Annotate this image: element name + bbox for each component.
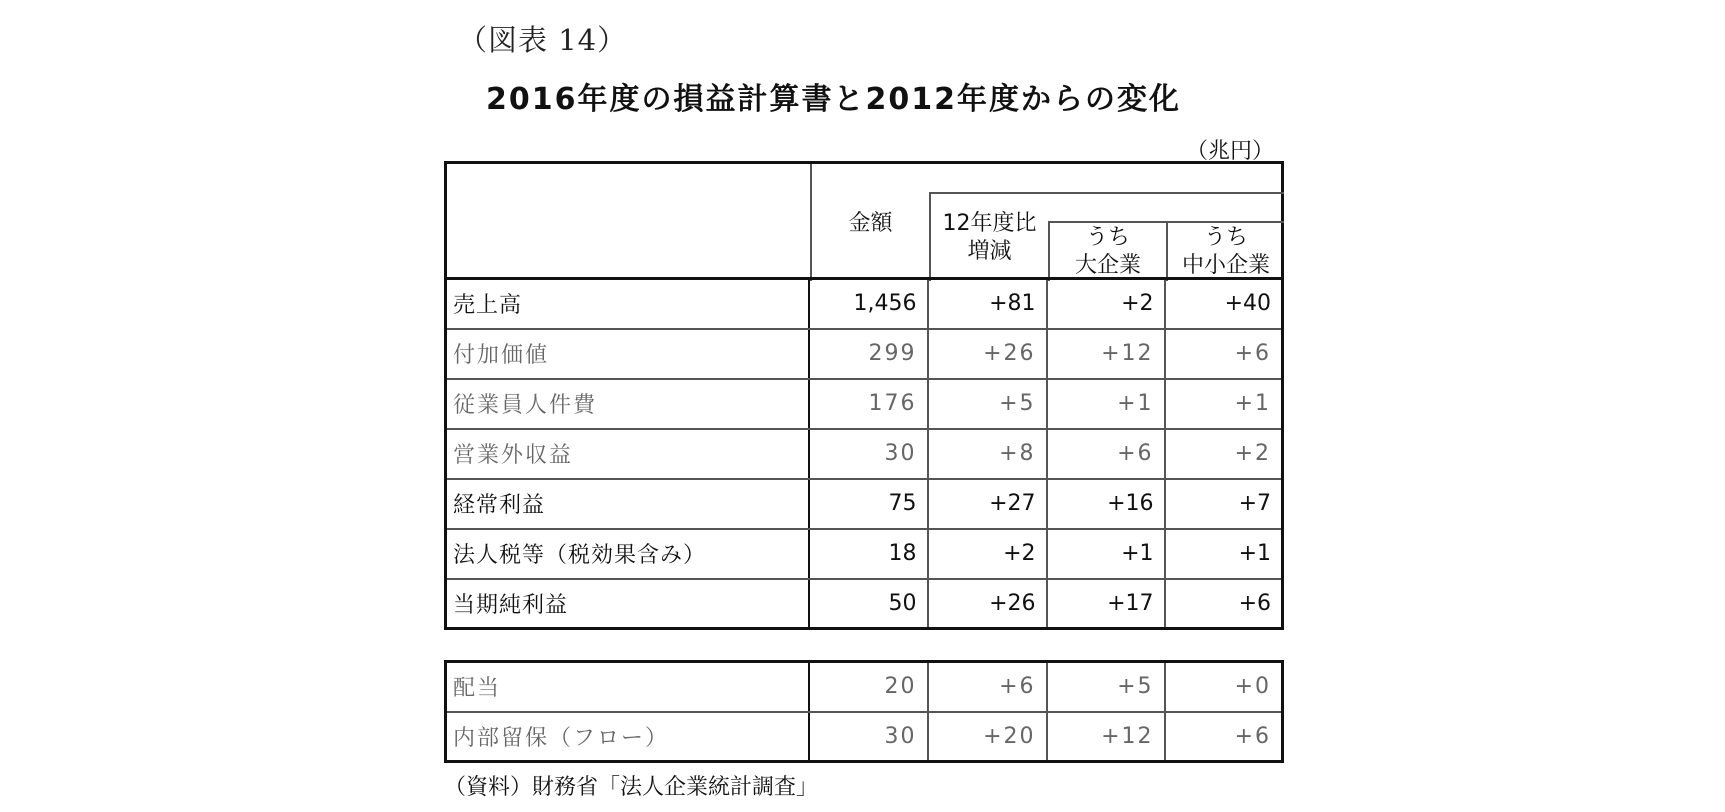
source-note: （資料）財務省「法人企業統計調査」 [444, 775, 819, 800]
header-change [931, 210, 1048, 266]
table-row [446, 529, 1283, 579]
unit-label: （兆円） [1186, 139, 1275, 164]
row-large: +1 [1047, 529, 1165, 579]
row-amount: 20 [809, 662, 928, 712]
row-large: +6 [1047, 429, 1165, 479]
table-row [446, 329, 1283, 379]
table-row [446, 429, 1283, 479]
row-change: +26 [928, 579, 1047, 629]
row-sme: +0 [1165, 662, 1283, 712]
table-row [446, 379, 1283, 429]
row-large: +12 [1047, 329, 1165, 379]
header-amount: 金額 [848, 211, 893, 236]
table-row [446, 279, 1283, 329]
row-change: +81 [928, 279, 1047, 329]
table-row [446, 579, 1283, 629]
row-change: +6 [928, 662, 1047, 712]
row-large: +17 [1047, 579, 1165, 629]
header-large [1050, 224, 1166, 280]
row-change: +26 [928, 329, 1047, 379]
row-sme: +40 [1165, 279, 1283, 329]
row-large: +2 [1047, 279, 1165, 329]
page-title: 2016年度の損益計算書と2012年度からの変化 [486, 82, 1181, 117]
row-change: +27 [928, 479, 1047, 529]
table-row [446, 662, 1283, 712]
header-change-line2: 増減 [967, 239, 1012, 264]
row-change: +2 [928, 529, 1047, 579]
dividend-table [444, 660, 1284, 763]
row-large: +12 [1047, 712, 1165, 762]
row-amount: 299 [809, 329, 928, 379]
row-change: +8 [928, 429, 1047, 479]
header-large-line2: 大企業 [1074, 253, 1141, 278]
row-sme: +1 [1165, 379, 1283, 429]
header-large-line1: うち [1085, 225, 1130, 250]
income-table [444, 277, 1284, 630]
row-large: +1 [1047, 379, 1165, 429]
row-amount: 30 [809, 712, 928, 762]
row-amount: 18 [809, 529, 928, 579]
row-label: 当期純利益 [446, 579, 809, 629]
row-amount: 1,456 [809, 279, 928, 329]
row-change: +20 [928, 712, 1047, 762]
row-label: 配当 [446, 662, 809, 712]
row-label: 売上高 [446, 279, 809, 329]
row-label: 従業員人件費 [446, 379, 809, 429]
row-label: 内部留保（フロー） [446, 712, 809, 762]
row-sme: +6 [1165, 329, 1283, 379]
row-large: +5 [1047, 662, 1165, 712]
row-label: 付加価値 [446, 329, 809, 379]
row-sme: +2 [1165, 429, 1283, 479]
row-amount: 30 [809, 429, 928, 479]
row-sme: +7 [1165, 479, 1283, 529]
header-sme [1168, 224, 1284, 280]
table-row [446, 712, 1283, 762]
header-sme-line2: 中小企業 [1181, 253, 1270, 278]
table-header [444, 161, 1284, 278]
row-sme: +6 [1165, 712, 1283, 762]
row-label: 経常利益 [446, 479, 809, 529]
row-label: 営業外収益 [446, 429, 809, 479]
row-amount: 50 [809, 579, 928, 629]
figure-label: （図表 14） [458, 23, 628, 57]
row-sme: +6 [1165, 579, 1283, 629]
row-label: 法人税等（税効果含み） [446, 529, 809, 579]
row-amount: 75 [809, 479, 928, 529]
header-change-line1: 12年度比 [942, 211, 1037, 236]
row-large: +16 [1047, 479, 1165, 529]
header-sme-line1: うち [1203, 225, 1248, 250]
row-amount: 176 [809, 379, 928, 429]
row-change: +5 [928, 379, 1047, 429]
row-sme: +1 [1165, 529, 1283, 579]
table-row [446, 479, 1283, 529]
